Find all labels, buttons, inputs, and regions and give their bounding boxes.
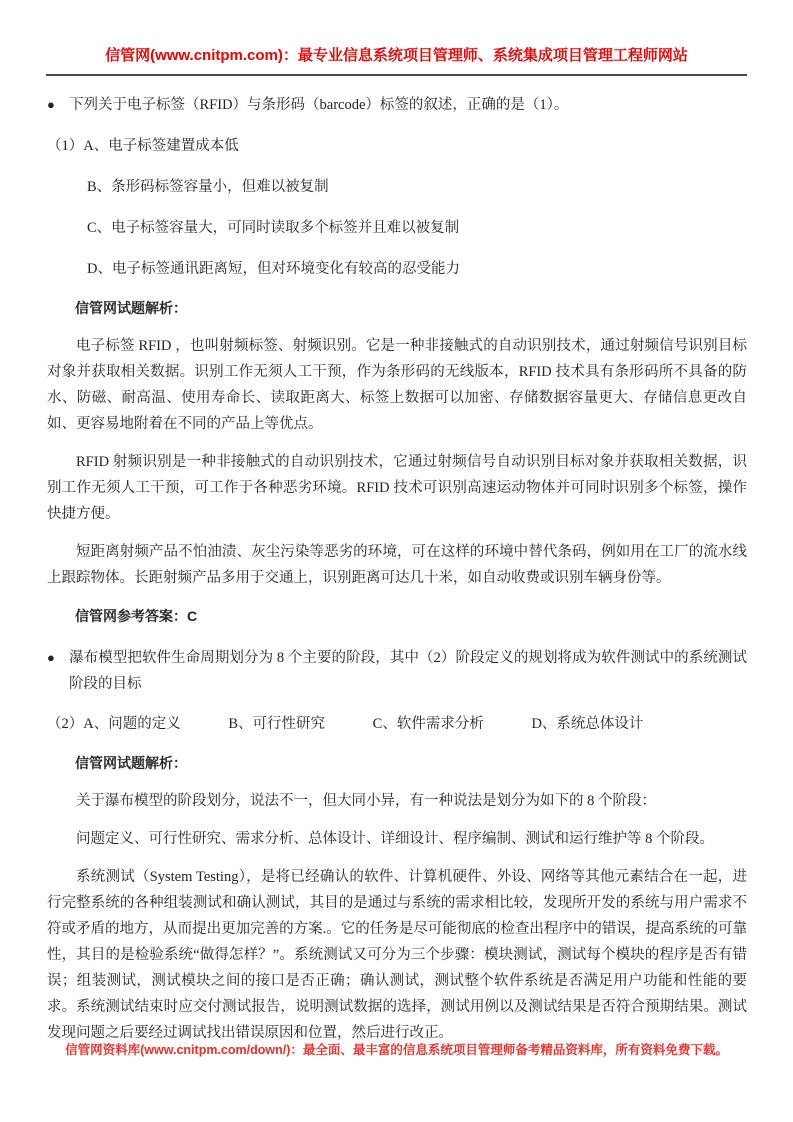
question2-analysis-paragraph-2: 问题定义、可行性研究、需求分析、总体设计、详细设计、程序编制、测试和运行维护等 8 个阶段。 — [76, 831, 714, 847]
question2-analysis-heading: 信管网试题解析： — [75, 755, 187, 771]
site-footer-banner — [0, 1041, 793, 1059]
question2-analysis-paragraph-1: 关于瀑布模型的阶段划分，说法不一，但大同小异，有一种说法是划分为如下的 8 个阶段： — [76, 793, 656, 809]
question1-text: 下列关于电子标签（RFID）与条形码（barcode）标签的叙述，正确的是（1）。 — [69, 97, 569, 113]
header-divider-rule — [46, 74, 747, 76]
question1-analysis-heading: 信管网试题解析： — [75, 300, 187, 316]
bullet-icon: ● — [47, 97, 55, 112]
question2-analysis-paragraph-3: 系统测试（System Testing），是将已经确认的软件、计算机硬件、外设、网络等其他元素结合在一起，进行完整系统的各种组装测试和确认测试，其目的是通过与系统的需求相比较，发现所开发的系统与用户需求不符或矛盾的地方，从而提出更加完善的方案.。它的任务是尽可能彻底的检查出程序中的错误，提高系统的可靠性，其目的是检验系统“做得怎样？”。系统测试又可分为三个步骤：模块测试，测试每个模块的程序是否有错误；组装测试，测试模块之间的接口是否正确；确认测试，测试整个软件系统是否满足用户功能和性能的要求。系统测试结束时应交付测试报告，说明测试数据的选择，测试用例以及测试结果是否符合预期结果。测试发现问题之后要经过调试找出错误原因和位置，然后进行改正。 — [47, 869, 747, 1041]
question1-analysis-paragraph-3: 短距离射频产品不怕油渍、灰尘污染等恶劣的环境，可在这样的环境中替代条码，例如用在工厂的流水线上跟踪物体。长距射频产品多用于交通上，识别距离可达几十米，如自动收费或识别车辆身份等。 — [47, 544, 747, 586]
question2-option-d: D、系统总体设计 — [531, 716, 644, 732]
question1-option-a: （1）A、电子标签建置成本低 — [47, 138, 239, 154]
question1-option-b: B、条形码标签容量小，但难以被复制 — [87, 179, 329, 195]
question2-options-row — [47, 711, 747, 737]
question2-line — [47, 645, 747, 697]
question1-analysis-paragraph-2: RFID 射频识别是一种非接触式的自动识别技术，它通过射频信号自动识别目标对象并获取相关数据，识别工作无须人工干预，可工作于各种恶劣环境。RFID 技术可识别高速运动物体并可同时识别多个标签，操作快捷方便。 — [47, 454, 747, 522]
question2-option-b: B、可行性研究 — [228, 716, 326, 732]
question1-analysis-paragraph-1: 电子标签 RFID ，也叫射频标签、射频识别。它是一种非接触式的自动识别技术，通过射频信号识别目标对象并获取相关数据。识别工作无须人工干预，作为条形码的无线版本，RFID 技术具有条形码所不具备的防水、防磁、耐高温、使用寿命长、读取距离大、标签上数据可以加密、存储数据容量更大、存储信息更改自如、更容易地附着在不同的产品上等优点。 — [47, 338, 747, 432]
bullet-icon: ● — [47, 650, 55, 665]
question1-option-d: D、电子标签通讯距离短，但对环境变化有较高的忍受能力 — [87, 261, 460, 277]
site-header-banner — [0, 0, 793, 66]
site-header-text: 信管网(www.cnitpm.com)：最专业信息系统项目管理师、系统集成项目管理工程师网站 — [105, 47, 688, 64]
question2-option-c: C、软件需求分析 — [372, 716, 484, 732]
document-body — [0, 92, 793, 1046]
question1-option-c: C、电子标签容量大，可同时读取多个标签并且难以被复制 — [87, 220, 460, 236]
site-footer-text: 信管网资料库(www.cnitpm.com/down/)：最全面、最丰富的信息系统项目管理师备考精品资料库，所有资料免费下载。 — [65, 1043, 728, 1057]
question1-line — [47, 92, 747, 118]
question2-option-a: （2）A、问题的定义 — [47, 716, 181, 732]
question2-text: 瀑布模型把软件生命周期划分为 8 个主要的阶段，其中（2）阶段定义的规划将成为软件测试中的系统测试阶段的目标 — [69, 650, 747, 692]
question1-answer: 信管网参考答案：C — [75, 608, 198, 624]
